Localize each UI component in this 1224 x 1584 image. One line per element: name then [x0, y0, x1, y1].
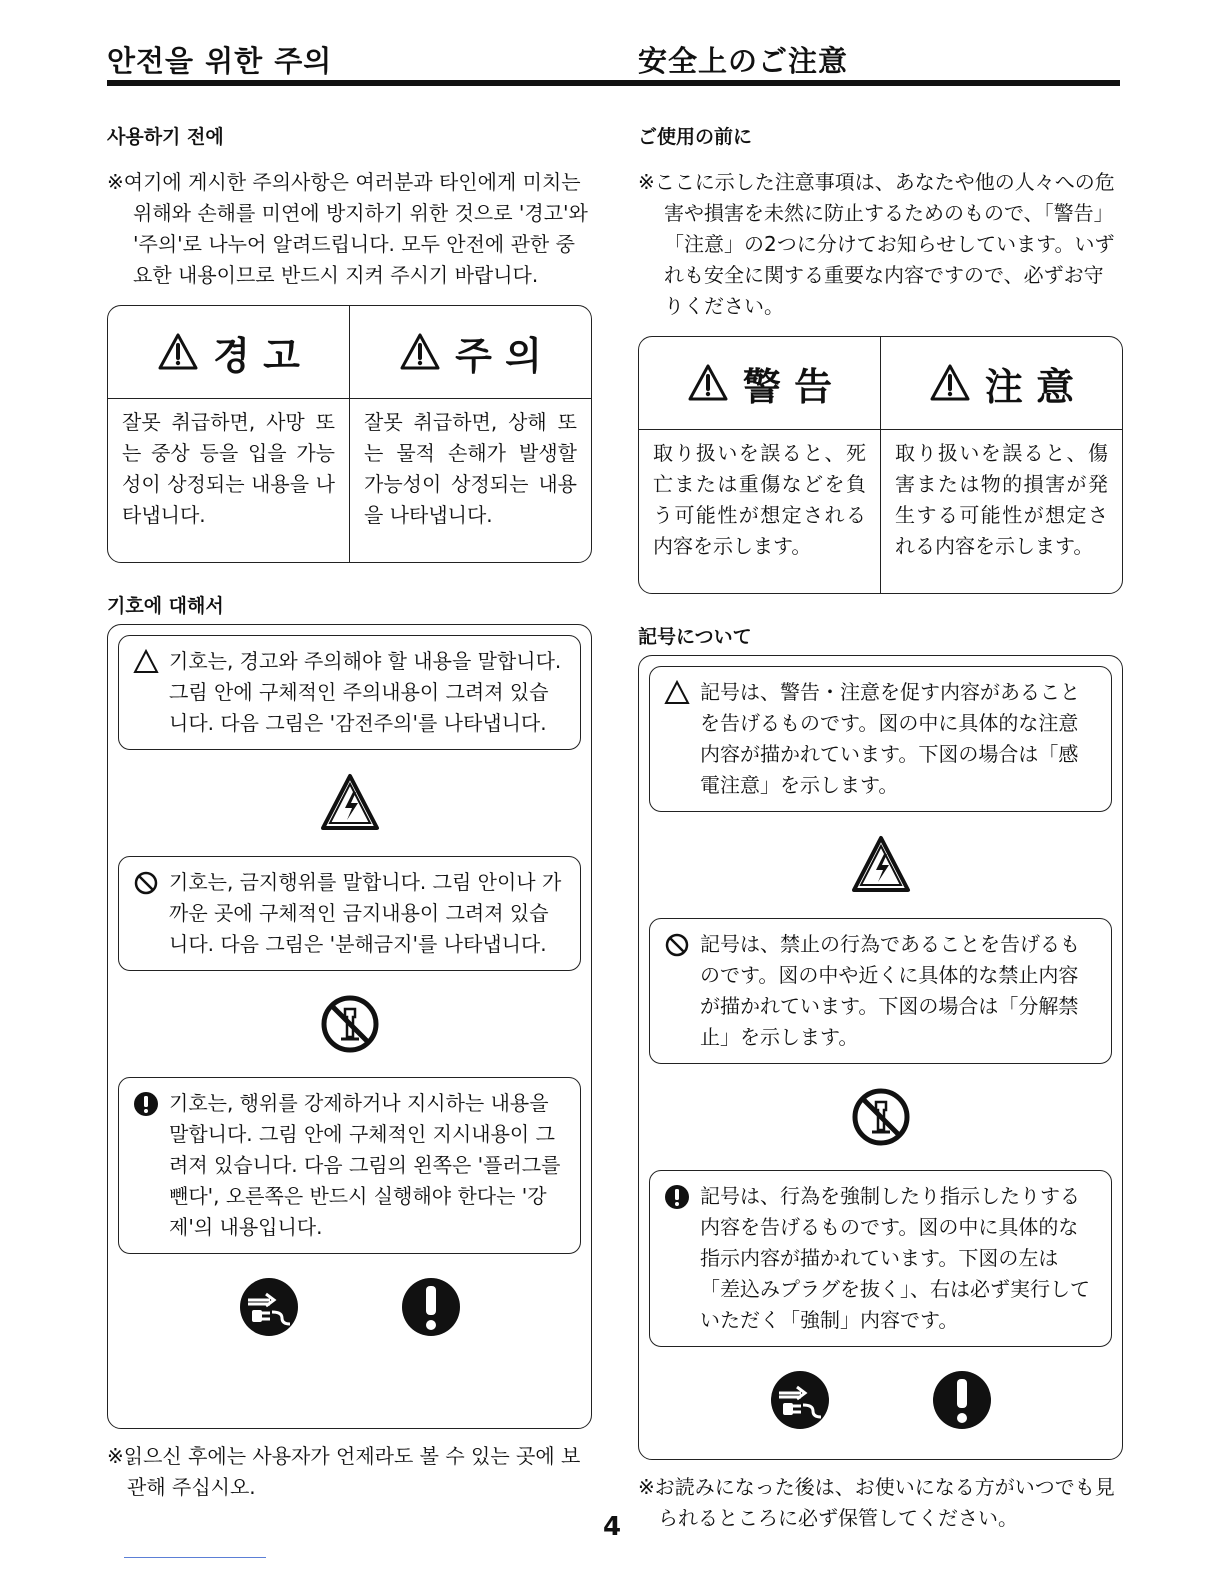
- japanese-column: [638, 40, 1123, 1534]
- warning-label-korean: 경 고: [213, 333, 300, 378]
- symbols-heading-japanese: 記号について: [638, 626, 752, 648]
- warning-triangle-icon: [133, 649, 159, 675]
- intro-korean: ※여기에 게시한 주의사항은 여러분과 타인에게 미치는 위해와 손해를 미연에 방지하기 위한 것으로 '경고'와 '주의'로 나누어 알려드립니다. 모두 안전에 관한 중요한 내용이므로 반드시 지켜 주시기 바랍니다.: [107, 170, 588, 287]
- exclamation-icon: [931, 1369, 993, 1431]
- intro-japanese: ※ここに示した注意事項は、あなたや他の人々への危害や損害を未然に防止するためのもので、「警告」「注意」の2つに分けてお知らせしています。いずれも安全に関する重要な内容ですので、必ずお守りください。: [638, 170, 1115, 318]
- caution-text-japanese: 取り扱いを誤ると、傷害または物的損害が発生する可能性が想定される内容を示します。: [895, 441, 1108, 558]
- prohibition-icon: [133, 870, 159, 896]
- warning-label-japanese: 警 告: [742, 364, 833, 409]
- warning-text-japanese: 取り扱いを誤ると、死亡または重傷などを負う可能性が想定される内容を示します。: [653, 441, 866, 558]
- symbols-box-korean: [107, 624, 592, 1429]
- warning-triangle-icon: [157, 332, 199, 372]
- unplug-icon: [769, 1369, 831, 1431]
- before-use-heading-korean: 사용하기 전에: [107, 126, 224, 148]
- caution-cell-japanese: [880, 337, 1122, 593]
- page-title-korean: 안전을 위한 주의: [107, 44, 333, 78]
- page-title-japanese: 安全上のご注意: [638, 44, 849, 78]
- unplug-icon: [238, 1276, 300, 1338]
- korean-column: [107, 40, 592, 1503]
- prohibition-symbol-note-japanese: 記号は、禁止の行為であることを告げるものです。図の中や近くに具体的な禁止内容が描かれています。下図の場合は「分解禁止」を示します。: [649, 918, 1112, 1064]
- prohibition-icon: [664, 932, 690, 958]
- warning-caution-table-korean: [107, 305, 592, 563]
- mandatory-icon: [664, 1184, 690, 1210]
- triangle-symbol-note-japanese: 記号は、警告・注意を促す内容があることを告げるものです。図の中に具体的な注意内容が描かれています。下図の場合は「感電注意」を示します。: [649, 666, 1112, 812]
- warning-triangle-icon: [687, 363, 729, 403]
- caution-text-korean: 잘못 취급하면, 상해 또는 물적 손해가 발생할 가능성이 상정되는 내용을 나타냅니다.: [364, 410, 577, 527]
- warning-cell-japanese: [639, 337, 880, 593]
- footer-note-korean: ※읽으신 후에는 사용자가 언제라도 볼 수 있는 곳에 보관해 주십시오.: [107, 1444, 581, 1499]
- exclamation-icon: [400, 1276, 462, 1338]
- mandatory-symbol-note-japanese: 記号は、行為を強制したり指示したりする内容を告げるものです。図の中に具体的な指示内容が描かれています。下図の左は「差込みプラグを抜く」、右は必ず実行していただく「強制」内容です。: [649, 1170, 1112, 1347]
- triangle-symbol-note-korean: 기호는, 경고와 주의해야 할 내용을 말합니다. 그림 안에 구체적인 주의내용이 그려져 있습니다. 다음 그림은 '감전주의'를 나타냅니다.: [118, 635, 581, 750]
- caution-cell-korean: [349, 306, 591, 562]
- prohibition-symbol-note-korean: 기호는, 금지행위를 말합니다. 그림 안이나 가까운 곳에 구체적인 금지내용이 그려져 있습니다. 다음 그림은 '분해금지'를 나타냅니다.: [118, 856, 581, 971]
- warning-triangle-icon: [664, 680, 690, 706]
- mandatory-icon: [133, 1091, 159, 1117]
- caution-label-korean: 주 의: [455, 333, 542, 378]
- warning-caution-table-japanese: [638, 336, 1123, 594]
- symbols-heading-korean: 기호에 대해서: [107, 595, 224, 617]
- page-number: 4: [602, 1512, 622, 1542]
- footer-blue-line: [124, 1557, 266, 1558]
- no-disassembly-icon: [850, 1086, 912, 1148]
- warning-text-korean: 잘못 취급하면, 사망 또는 중상 등을 입을 가능성이 상정되는 내용을 나타냅니다.: [122, 410, 335, 527]
- before-use-heading-japanese: ご使用の前に: [638, 126, 753, 148]
- no-disassembly-icon: [319, 993, 381, 1055]
- mandatory-symbol-note-korean: 기호는, 행위를 강제하거나 지시하는 내용을 말합니다. 그림 안에 구체적인 지시내용이 그려져 있습니다. 다음 그림의 왼쪽은 '플러그를 뺀다', 오른쪽은 반드시 실행해야 한다는 '강제'의 내용입니다.: [118, 1077, 581, 1254]
- warning-triangle-icon: [929, 363, 971, 403]
- footer-note-japanese: ※お読みになった後は、お使いになる方がいつでも見られるところに必ず保管してください。: [638, 1475, 1115, 1530]
- symbols-box-japanese: [638, 655, 1123, 1460]
- electric-shock-icon: [319, 772, 381, 834]
- caution-label-japanese: 注 意: [984, 364, 1075, 409]
- warning-cell-korean: [108, 306, 349, 562]
- warning-triangle-icon: [399, 332, 441, 372]
- electric-shock-icon: [850, 834, 912, 896]
